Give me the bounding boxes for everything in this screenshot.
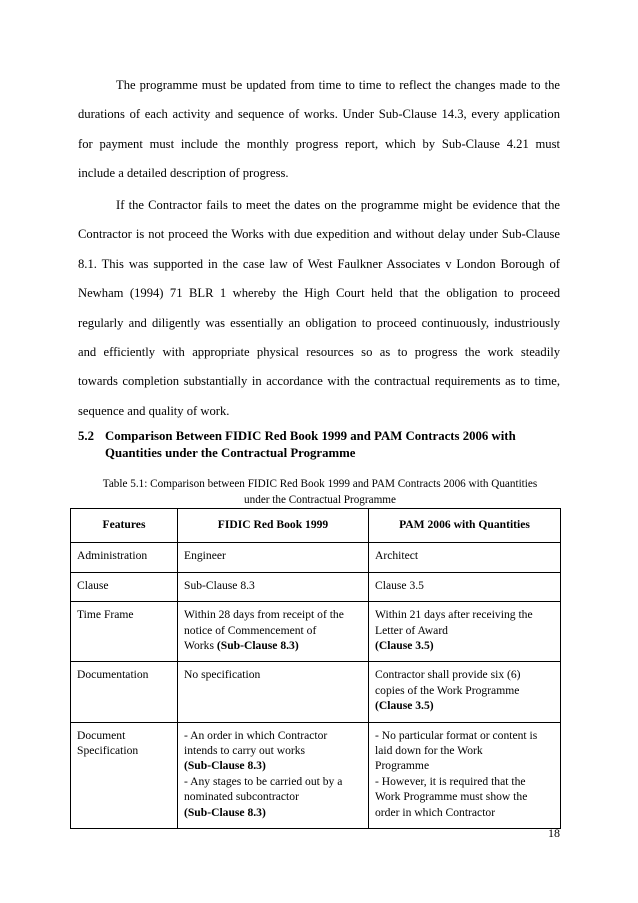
paragraph-line: sequence and quality of work. [78, 403, 230, 418]
paragraph-line: durations of each activity and sequence of works. Under Sub-Clause 14.3, every application [78, 107, 560, 122]
header-pam: PAM 2006 with Quantities [369, 509, 561, 543]
cell-line [184, 805, 362, 820]
cell-line [375, 774, 554, 789]
cell-line [375, 728, 554, 743]
table-row [71, 662, 561, 722]
cell-line [184, 758, 362, 773]
cell-line [184, 548, 362, 563]
section-number: 5.2 [78, 429, 94, 443]
paragraph-line: The programme must be updated from time to time to reflect the changes made to the [116, 78, 560, 92]
paragraph-line: for payment must include the monthly progress report, which by Sub-Clause 4.21 must [78, 136, 560, 151]
cell-text: Architect [375, 549, 419, 563]
paragraph-line: Contractor is not proceed the Works with due expedition and without delay under Sub-Clause [78, 227, 560, 242]
cell-clause-ref: (Sub-Clause 8.3) [216, 639, 299, 653]
cell-text: - Any stages to be carried out by a [184, 774, 343, 788]
cell-feature: Administration [71, 543, 178, 572]
cell-line [375, 805, 554, 820]
table-caption [70, 476, 570, 508]
cell-line [184, 774, 362, 789]
cell-line [375, 683, 554, 698]
comparison-table [70, 508, 561, 829]
section-title-line1: Comparison Between FIDIC Red Book 1999 and PAM Contracts 2006 with [105, 429, 516, 443]
paragraph-line: Newham (1994) 71 BLR 1 whereby the High Court held that the obligation to proceed [78, 286, 560, 301]
cell-text: Engineer [184, 549, 226, 563]
cell-line [375, 578, 554, 593]
cell-line [375, 758, 554, 773]
cell-fidic [178, 662, 369, 722]
cell-line [184, 578, 362, 593]
cell-line [184, 667, 362, 682]
cell-fidic [178, 722, 369, 828]
paragraph-line: If the Contractor fails to meet the dates on the programme might be evidence that the [116, 198, 560, 212]
table-caption-line1: Table 5.1: Comparison between FIDIC Red Book 1999 and PAM Contracts 2006 with Quantities [102, 478, 538, 490]
cell-text: Within 28 days from receipt of the [184, 608, 344, 622]
cell-line [184, 638, 362, 653]
paragraph-programme-update [78, 71, 560, 189]
paragraph-line: 8.1. This was supported in the case law of West Faulkner Associates v London Borough of [78, 256, 560, 271]
section-heading [78, 428, 568, 462]
cell-text: nominated subcontractor [184, 790, 299, 804]
cell-text: (Clause 3.5) [375, 639, 434, 653]
cell-text: - An order in which Contractor [184, 728, 328, 742]
cell-line [375, 623, 554, 638]
cell-text: - However, it is required that the [375, 774, 526, 788]
cell-text: No specification [184, 668, 261, 682]
paragraph-line: include a detailed description of progress. [78, 166, 289, 181]
cell-feature: Time Frame [71, 602, 178, 662]
paragraph-line: regularly and diligently was essentially an obligation to proceed continuously, industriously [78, 315, 560, 330]
cell-line [184, 743, 362, 758]
cell-text: laid down for the Work [375, 744, 483, 758]
cell-line [375, 743, 554, 758]
table-row [71, 543, 561, 572]
cell-fidic [178, 602, 369, 662]
cell-line [375, 548, 554, 563]
cell-line [375, 789, 554, 804]
paragraph-contractor-delay [78, 191, 560, 426]
table-row [71, 602, 561, 662]
cell-text: notice of Commencement of [184, 623, 317, 637]
cell-pam [369, 722, 561, 828]
cell-text: intends to carry out works [184, 744, 306, 758]
cell-line [184, 789, 362, 804]
cell-pam [369, 602, 561, 662]
cell-pam [369, 543, 561, 572]
cell-line [375, 667, 554, 682]
cell-text: Contractor shall provide six (6) [375, 668, 521, 682]
table-row [71, 722, 561, 828]
paragraph-line: towards completion substantially in accordance with the contractual requirements as to time, [78, 374, 560, 389]
cell-text: Programme [375, 759, 430, 773]
cell-text: Sub-Clause 8.3 [184, 578, 255, 592]
table-row [71, 572, 561, 601]
table-caption-line2: under the Contractual Programme [244, 494, 396, 506]
cell-line [184, 728, 362, 743]
cell-fidic [178, 572, 369, 601]
cell-text: (Sub-Clause 8.3) [184, 759, 266, 773]
cell-line [375, 698, 554, 713]
cell-pam [369, 572, 561, 601]
header-fidic: FIDIC Red Book 1999 [178, 509, 369, 543]
cell-line [375, 638, 554, 653]
table-header-row [71, 509, 561, 543]
table-body [71, 543, 561, 829]
cell-feature: Documentation [71, 662, 178, 722]
cell-text: (Clause 3.5) [375, 699, 434, 713]
cell-feature: Clause [71, 572, 178, 601]
cell-text: Work Programme must show the [375, 790, 528, 804]
cell-text: order in which Contractor [375, 805, 496, 819]
cell-text: Works [184, 639, 217, 653]
cell-fidic [178, 543, 369, 572]
cell-feature: Document Specification [71, 722, 178, 828]
cell-text: copies of the Work Programme [375, 683, 520, 697]
paragraph-line: and efficiently with appropriate physical resources so as to progress the work steadily [78, 345, 560, 360]
cell-text: - No particular format or content is [375, 728, 538, 742]
cell-text: Within 21 days after receiving the [375, 608, 533, 622]
cell-line [375, 607, 554, 622]
page-number: 18 [548, 826, 560, 840]
cell-text: (Sub-Clause 8.3) [184, 805, 266, 819]
cell-pam [369, 662, 561, 722]
header-features: Features [71, 509, 178, 543]
cell-text: Clause 3.5 [375, 578, 424, 592]
cell-text: Letter of Award [375, 623, 448, 637]
cell-line [184, 623, 362, 638]
section-title-line2: Quantities under the Contractual Programme [105, 446, 356, 460]
cell-line [184, 607, 362, 622]
